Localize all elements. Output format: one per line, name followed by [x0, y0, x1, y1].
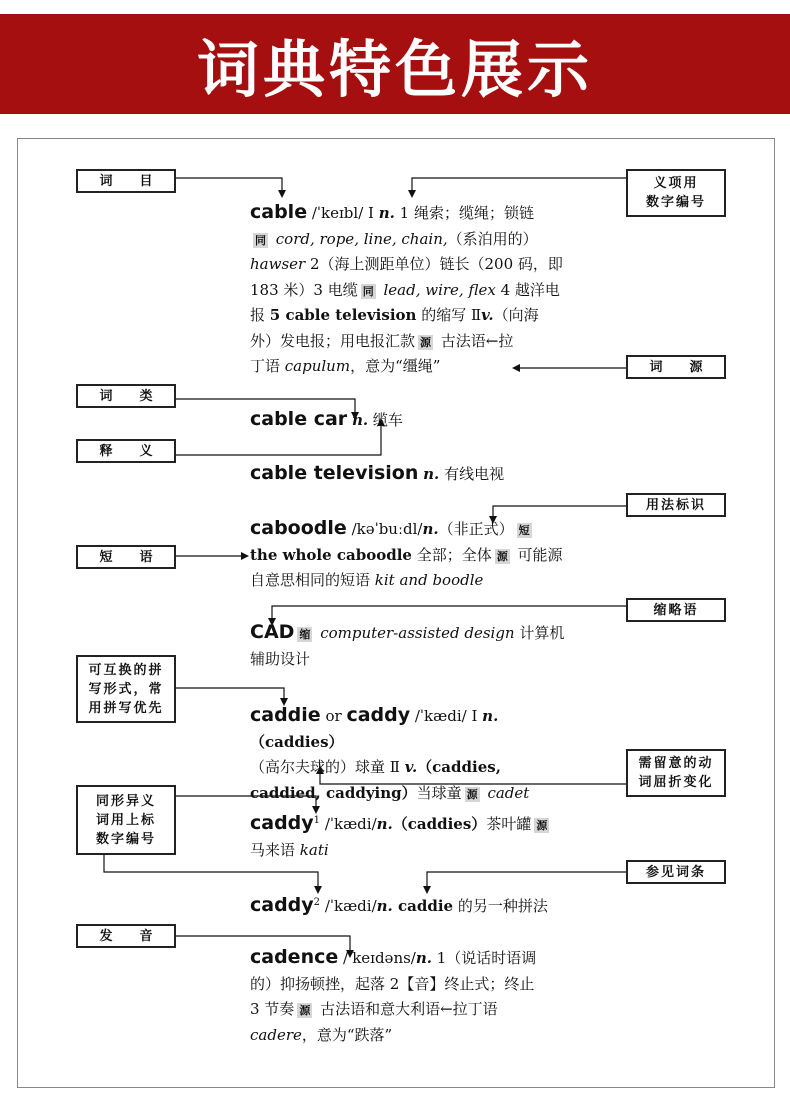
entry-cable-line-2: [250, 227, 570, 253]
label-variant-line-1: 可互换的拼: [88, 662, 164, 678]
pronunciation: /ˈkædi/ Ⅰ: [410, 707, 483, 725]
entry-caddy-1: [250, 808, 580, 863]
headword: CAD: [250, 621, 295, 643]
etymology: 可能源: [512, 545, 563, 564]
entry-caddie-line-3: [250, 781, 580, 807]
label-pronunciation-text-2: 音: [139, 928, 153, 944]
verb-forms: caddied, caddying）: [250, 783, 417, 802]
abbreviation-tag: 缩: [299, 628, 311, 641]
label-homograph-line-1: 同形异义: [95, 793, 156, 809]
variant-or: or: [320, 707, 347, 725]
etymology: 古法语和意大利语←拉丁语: [315, 1000, 498, 1018]
synonyms: lead, wire, flex: [378, 280, 496, 299]
line-variant: [176, 688, 284, 700]
label-verb-inflection-line-2: 词屈折变化: [638, 775, 714, 790]
label-pronunciation-text-1: 发: [99, 928, 113, 944]
label-etymology: [626, 355, 726, 379]
etymology-tag: 源: [420, 335, 432, 349]
phrase: the whole caboodle: [250, 545, 412, 564]
etymology: ，意为“跌落”: [301, 1025, 393, 1044]
definition: （向海: [493, 306, 539, 324]
entry-caddy-1-line-2: [250, 838, 580, 864]
homograph-number: 2: [313, 897, 321, 908]
etymology-tag: 源: [299, 1004, 311, 1017]
entry-caboodle: [250, 516, 570, 594]
label-headword: [76, 169, 176, 193]
expansion: computer-assisted design: [315, 624, 515, 642]
entry-caddy-1-line-1: [250, 808, 580, 838]
definition: 的缩写 Ⅱ: [416, 306, 482, 324]
definition: 的另一种拼法: [453, 897, 548, 915]
part-of-speech: n.: [376, 815, 393, 833]
homograph-number: 1: [313, 815, 321, 826]
line-headword: [176, 178, 282, 192]
headword: caddie: [250, 704, 321, 726]
definition: 辅助设计: [250, 649, 311, 668]
label-definition: [76, 439, 176, 463]
part-of-speech: n.: [423, 465, 440, 483]
line-abbreviation: [272, 606, 626, 620]
definition: 缆车: [368, 411, 403, 429]
line-crossref: [427, 872, 626, 888]
definition: 全部；全体: [411, 545, 492, 564]
headword: caddy: [250, 812, 314, 834]
label-definition-text-2: 义: [139, 443, 153, 459]
definition: 当球童: [416, 783, 462, 802]
part-of-speech: v.: [481, 306, 494, 324]
entry-cable: [250, 200, 570, 380]
definition: 报: [250, 306, 270, 324]
verb-forms: （caddies,: [417, 758, 501, 776]
label-homograph: [76, 785, 176, 855]
entry-caddie: [250, 703, 580, 806]
definition: 4 越洋电: [495, 280, 560, 299]
label-pos-text-2: 类: [139, 388, 153, 404]
entry-cad-line-2: [250, 647, 570, 673]
definition: （系泊用的）: [447, 229, 538, 248]
cross-reference: caddie: [392, 897, 454, 915]
line-sense-number: [412, 178, 626, 192]
cross-reference: 5 cable television: [269, 306, 417, 324]
entry-cable-line-3: [250, 252, 570, 278]
label-variant: [76, 655, 176, 723]
definition: 1（说话时语调: [432, 949, 537, 967]
label-verb-inflection: [626, 749, 726, 797]
label-usage: [626, 493, 726, 517]
definition: （高尔夫球的）球童 Ⅱ: [250, 758, 405, 776]
pronunciation: /kəˈbuːdl/: [346, 520, 423, 538]
label-cross-ref-text: 参见词条: [645, 864, 706, 880]
label-pos-text-1: 词: [99, 388, 113, 404]
definition: 的）抑扬顿挫，起落 2【音】终止式；终止: [250, 974, 535, 993]
entry-cadence-line-1: [250, 945, 570, 972]
entry-cable-television: [250, 461, 570, 488]
etymology-tag: 源: [496, 549, 508, 563]
usage-label: （非正式）: [438, 520, 514, 538]
label-phrase-text-2: 语: [139, 549, 153, 565]
label-abbreviation: [626, 598, 726, 622]
banner-title: 词典特色展示: [196, 32, 593, 106]
plural-form: （caddies）: [250, 732, 344, 751]
etymology: 马来语: [250, 840, 300, 859]
part-of-speech: n.: [376, 897, 393, 915]
headword: cable: [250, 201, 308, 223]
definition: 1 绳索；缆绳；锁链: [394, 204, 534, 222]
etymology: 古法语←拉: [436, 331, 514, 350]
etymology: 丁语: [250, 357, 285, 375]
label-usage-text: 用法标识: [645, 497, 706, 513]
headword: caddy: [250, 894, 314, 916]
entry-cad-line-1: [250, 620, 570, 647]
definition: 183 米）3 电缆: [250, 280, 358, 299]
synonyms: hawser: [250, 255, 306, 273]
entry-cadence-line-2: [250, 972, 570, 998]
label-pronunciation: [76, 924, 176, 948]
label-definition-text-1: 释: [99, 443, 113, 459]
entry-cadence-line-3: [250, 997, 570, 1023]
label-sense-number: [626, 169, 726, 217]
label-pos: [76, 384, 176, 408]
etymology: ，意为“缰绳”: [350, 357, 441, 375]
definition: 有线电视: [439, 465, 505, 483]
plural-form: （caddies）: [392, 815, 487, 833]
entry-cadence: [250, 945, 570, 1048]
entry-caddie-line-1: [250, 703, 580, 755]
pronunciation: /ˈkeɪbl/ Ⅰ: [307, 204, 379, 222]
entry-cable-line-6: [250, 329, 570, 355]
label-homograph-line-2: 词用上标: [95, 812, 156, 828]
synonym-tag: 同: [362, 284, 374, 298]
phrase-tag: 短: [518, 524, 530, 537]
entry-caboodle-line-3: [250, 568, 570, 594]
entry-cable-line-4: [250, 278, 570, 304]
headword-variant: caddy: [346, 704, 411, 726]
etymology-word: kati: [299, 840, 329, 859]
etymology-word: cadere: [250, 1025, 302, 1044]
entry-caddy-2: [250, 890, 580, 920]
label-sense-number-line-1: 义项用: [653, 176, 699, 191]
part-of-speech: n.: [422, 520, 439, 538]
label-etymology-text-2: 源: [689, 359, 703, 375]
headword: cable television: [250, 462, 419, 484]
etymology-word: cadet: [482, 783, 530, 802]
etymology-word: kit and boodle: [374, 571, 484, 589]
headword: caboodle: [250, 517, 347, 539]
definition: 2（海上测距单位）链长（200 码，即: [305, 255, 563, 273]
part-of-speech: n.: [351, 411, 369, 429]
etymology-word: capulum: [284, 357, 351, 375]
pronunciation: /ˈkædi/: [320, 815, 377, 833]
label-cross-ref: [626, 860, 726, 884]
label-variant-line-2: 写形式，常: [88, 681, 164, 697]
label-headword-text-2: 目: [139, 173, 153, 189]
entry-cable-line-1: [250, 200, 570, 227]
definition: 茶叶罐: [486, 815, 532, 833]
label-variant-line-3: 用拼写优先: [88, 700, 164, 716]
etymology: 自意思相同的短语: [250, 571, 375, 589]
definition: 计算机: [514, 624, 565, 642]
label-etymology-text-1: 词: [649, 359, 663, 375]
synonyms: cord, rope, line, chain,: [271, 229, 448, 248]
etymology-tag: 源: [536, 819, 548, 832]
label-phrase-text-1: 短: [99, 549, 113, 565]
definition: 外）发电报；用电报汇款: [250, 331, 416, 350]
part-of-speech: n.: [415, 949, 432, 967]
label-sense-number-line-2: 数字编号: [645, 195, 706, 210]
entry-caddie-line-2: [250, 755, 580, 781]
pronunciation: /ˈkeɪdəns/: [338, 949, 416, 967]
part-of-speech: n.: [378, 204, 395, 222]
label-headword-text-1: 词: [99, 173, 113, 189]
entry-caboodle-line-1: [250, 516, 570, 543]
label-abbreviation-text: 缩略语: [653, 602, 699, 618]
entry-caboodle-line-2: [250, 543, 570, 569]
part-of-speech: n.: [482, 707, 499, 725]
entry-cable-line-5: [250, 303, 570, 329]
entry-cable-line-7: [250, 354, 570, 380]
part-of-speech: v.: [404, 758, 418, 776]
definition: 3 节奏: [250, 1000, 295, 1018]
entry-cadence-line-4: [250, 1023, 570, 1049]
headword: cadence: [250, 946, 339, 968]
etymology-tag: 源: [466, 787, 478, 801]
entry-cable-car: [250, 407, 570, 434]
label-homograph-line-3: 数字编号: [95, 831, 156, 847]
pronunciation: /ˈkædi/: [320, 897, 377, 915]
label-phrase: [76, 545, 176, 569]
entry-cad: [250, 620, 570, 672]
label-verb-inflection-line-1: 需留意的动: [638, 756, 714, 771]
headword: cable car: [250, 408, 348, 430]
synonym-tag: 同: [255, 233, 266, 247]
